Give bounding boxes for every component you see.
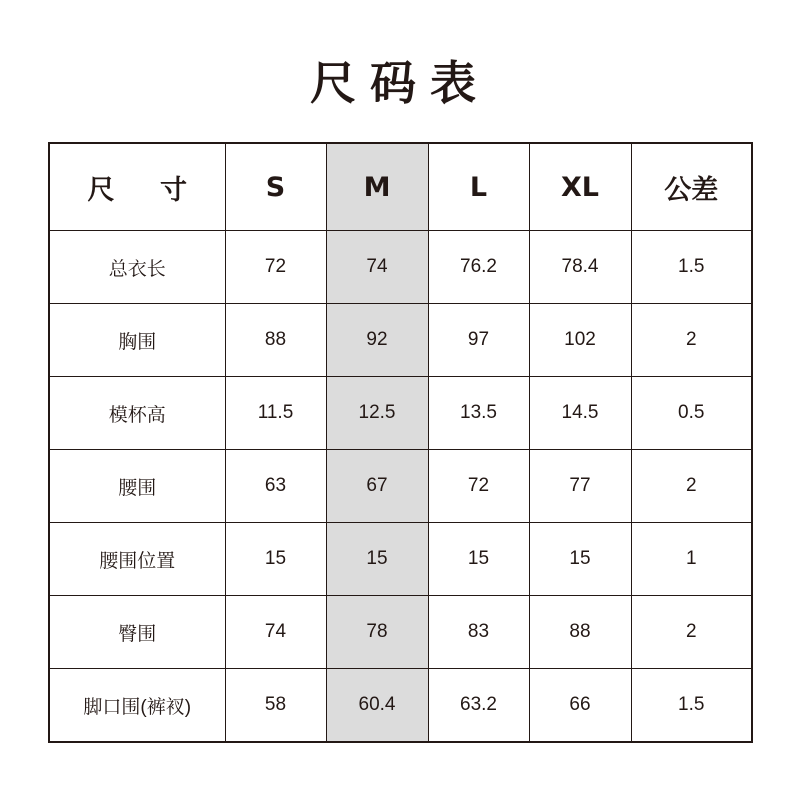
cell-m: 60.4	[326, 669, 428, 743]
row-label: 腰围位置	[49, 523, 225, 596]
header-s: S	[225, 143, 326, 231]
cell-xl: 77	[529, 450, 631, 523]
cell-m: 92	[326, 304, 428, 377]
cell-tolerance: 1	[631, 523, 752, 596]
cell-m: 78	[326, 596, 428, 669]
table-row	[49, 669, 752, 743]
cell-s: 72	[225, 231, 326, 304]
cell-xl: 15	[529, 523, 631, 596]
cell-s: 63	[225, 450, 326, 523]
cell-l: 97	[428, 304, 529, 377]
cell-l: 15	[428, 523, 529, 596]
cell-m: 74	[326, 231, 428, 304]
cell-l: 63.2	[428, 669, 529, 743]
cell-m: 12.5	[326, 377, 428, 450]
cell-tolerance: 1.5	[631, 669, 752, 743]
table-row	[49, 231, 752, 304]
cell-s: 88	[225, 304, 326, 377]
cell-l: 72	[428, 450, 529, 523]
cell-tolerance: 2	[631, 450, 752, 523]
row-label: 脚口围(裤衩)	[49, 669, 225, 743]
cell-tolerance: 1.5	[631, 231, 752, 304]
table-row	[49, 304, 752, 377]
row-label: 胸围	[49, 304, 225, 377]
table-row	[49, 377, 752, 450]
cell-s: 15	[225, 523, 326, 596]
cell-l: 83	[428, 596, 529, 669]
cell-xl: 66	[529, 669, 631, 743]
cell-xl: 88	[529, 596, 631, 669]
cell-s: 11.5	[225, 377, 326, 450]
page-title: 尺码表	[310, 56, 490, 110]
row-label: 模杯高	[49, 377, 225, 450]
cell-l: 13.5	[428, 377, 529, 450]
header-size: 尺 寸	[49, 143, 225, 231]
cell-xl: 14.5	[529, 377, 631, 450]
header-row	[49, 143, 752, 231]
table-row	[49, 523, 752, 596]
cell-xl: 102	[529, 304, 631, 377]
header-tolerance: 公差	[631, 143, 752, 231]
row-label: 总衣长	[49, 231, 225, 304]
cell-s: 74	[225, 596, 326, 669]
cell-m: 67	[326, 450, 428, 523]
cell-tolerance: 2	[631, 304, 752, 377]
header-l: L	[428, 143, 529, 231]
table-row	[49, 596, 752, 669]
header-m: M	[326, 143, 428, 231]
cell-l: 76.2	[428, 231, 529, 304]
cell-tolerance: 0.5	[631, 377, 752, 450]
cell-m: 15	[326, 523, 428, 596]
cell-tolerance: 2	[631, 596, 752, 669]
row-label: 臀围	[49, 596, 225, 669]
table-row	[49, 450, 752, 523]
cell-s: 58	[225, 669, 326, 743]
header-xl: XL	[529, 143, 631, 231]
row-label: 腰围	[49, 450, 225, 523]
cell-xl: 78.4	[529, 231, 631, 304]
size-table	[48, 142, 753, 743]
